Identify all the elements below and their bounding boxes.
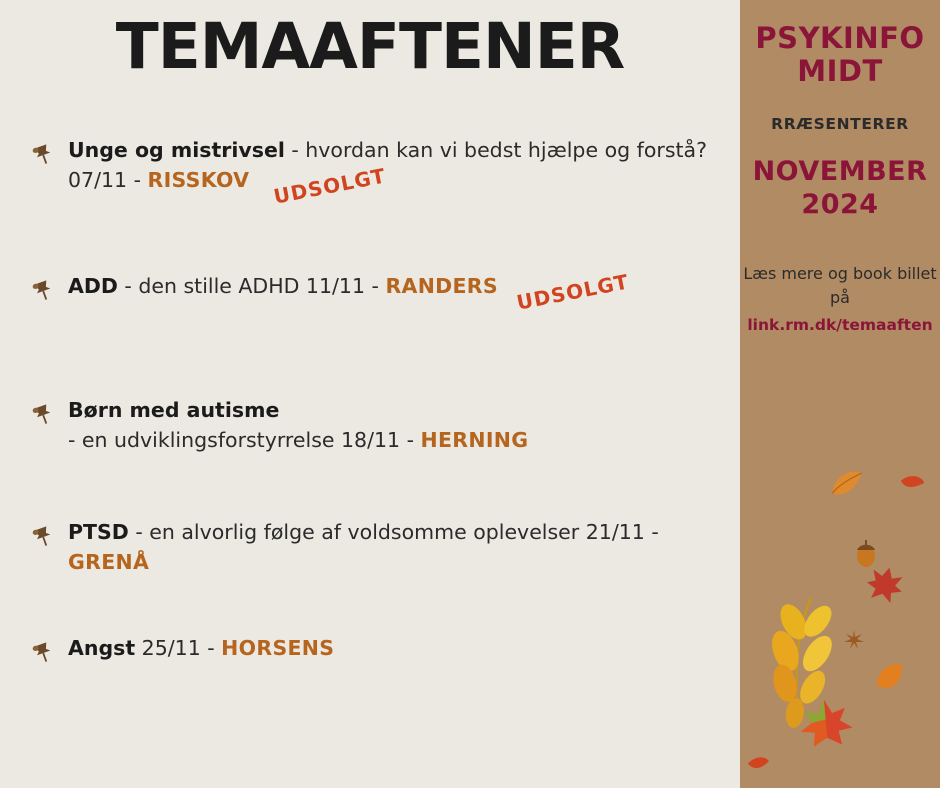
pushpin-icon: [28, 520, 58, 550]
event-detail: 25/11 -: [135, 636, 222, 660]
event-text: [68, 136, 730, 209]
event-city: RANDERS: [385, 274, 498, 298]
month-label: NOVEMBER: [752, 155, 928, 187]
brand-line-2: MIDT: [797, 54, 883, 89]
list-item: [0, 634, 740, 700]
list-item: [0, 269, 740, 338]
status-badge: UDSOLGT: [514, 269, 631, 315]
status-badge: UDSOLGT: [272, 163, 389, 209]
list-item: [0, 136, 740, 209]
year-label: 2024: [801, 189, 879, 221]
event-detail: - en alvorlig følge af voldsomme oplevelser 21/11 -: [128, 520, 659, 544]
pushpin-icon: [28, 138, 58, 168]
event-title: PTSD: [68, 520, 129, 544]
event-city: RISSKOV: [147, 167, 250, 192]
pushpin-icon: [28, 398, 58, 428]
event-title: ADD: [68, 274, 118, 298]
event-city: GRENÅ: [68, 549, 150, 574]
event-text: [68, 634, 730, 664]
booking-link[interactable]: link.rm.dk/temaaften: [747, 316, 933, 335]
list-item: [0, 518, 740, 584]
event-detail: - en udviklingsforstyrrelse 18/11 -: [68, 427, 421, 452]
event-title: Børn med autisme: [68, 398, 280, 422]
event-city: HORSENS: [221, 636, 335, 660]
event-city: HERNING: [420, 427, 529, 452]
list-item: [0, 396, 740, 462]
pushpin-icon: [28, 636, 58, 666]
presents-label: RRÆSENTERER: [771, 114, 909, 133]
event-text: [68, 269, 730, 315]
brand-line-1: PSYKINFO: [755, 21, 925, 55]
date-block: [740, 155, 940, 223]
event-detail: - den stille ADHD 11/11 -: [117, 274, 386, 298]
event-text: [68, 518, 730, 577]
brand-name: [740, 22, 940, 89]
event-detail: - hvordan kan vi bedst hjælpe og forstå? 07/11 -: [68, 138, 707, 192]
event-title: Angst: [68, 636, 136, 660]
event-list: [0, 136, 740, 764]
event-text: [68, 396, 730, 455]
booking-text: Læs mere og book billet på: [743, 264, 937, 308]
pushpin-icon: [28, 274, 58, 304]
page-title: TEMAAFTENER: [115, 10, 625, 83]
autumn-leaves-decoration: [740, 458, 940, 788]
poster-sidebar: [740, 0, 940, 788]
event-title: Unge og mistrivsel: [68, 138, 285, 162]
